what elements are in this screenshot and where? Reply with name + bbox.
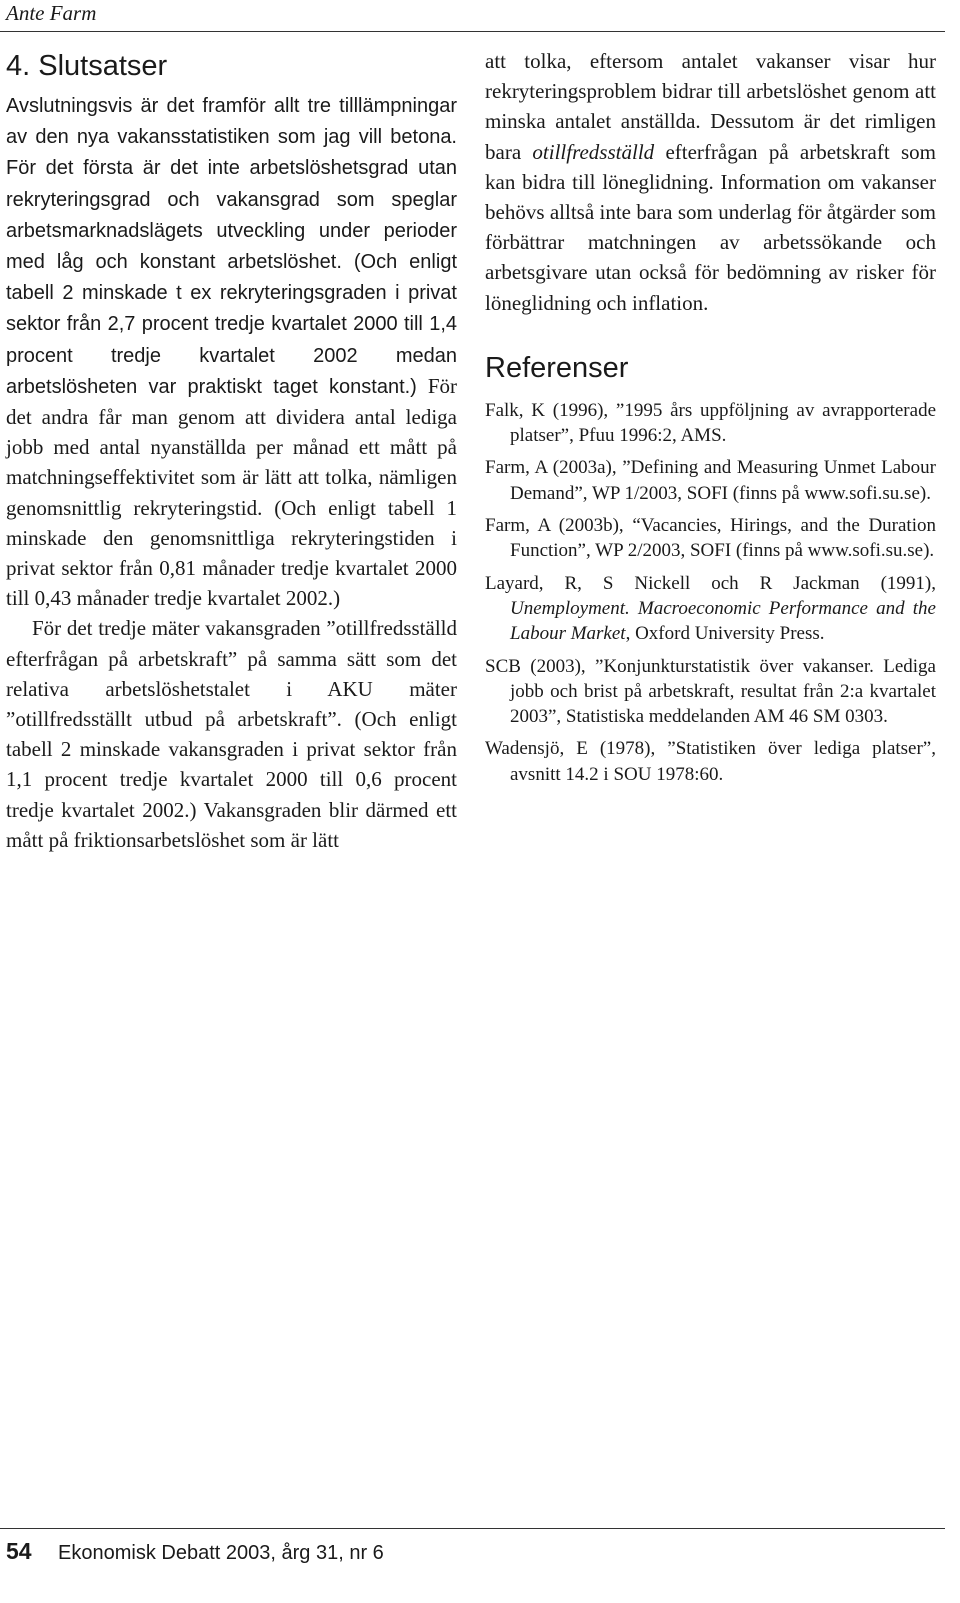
paragraph-sans-part: Avslutningsvis är det framför allt tre tilllämpningar av den nya vakansstatistiken som jag vill betona. För det första är det inte arbetslöshetsgrad utan rekryteringsgrad och vakansgrad som speglar arbetsmarknadslägets utveckling under perioder med låg och konstant arbetslöshet. (Och enligt tabell 2 minskade t ex rekryteringsgraden i privat sektor från 2,7 procent tredje kvartalet 2000 till 1,4 procent tredje kvartalet 2002 medan arbetslösheten var praktiskt taget konstant.) <box>6 95 457 398</box>
reference-item: Farm, A (2003b), “Vacancies, Hirings, and the Duration Function”, WP 2/2003, SOFI (finns på www.sofi.su.se). <box>485 515 936 562</box>
reference-item: Wadensjö, E (1978), ”Statistiken över lediga platser”, avsnitt 14.2 i SOU 1978:60. <box>485 738 936 785</box>
reference-item: SCB (2003), ”Konjunkturstatistik över vakanser. Lediga jobb och brist på arbetskraft, resultat från 2:a kvartalet 2003”, Statistiska meddelanden AM 46 SM 0303. <box>485 655 936 728</box>
reference-item: Farm, A (2003a), ”Defining and Measuring Unmet Labour Demand”, WP 1/2003, SOFI (finns på www.sofi.su.se). <box>485 457 936 504</box>
running-head: Ante Farm <box>6 1 97 25</box>
page-number: 54 <box>6 1538 32 1564</box>
page-footer <box>6 1538 384 1565</box>
reference-list <box>485 398 936 787</box>
emphasis-run: otillfredsställd <box>532 139 655 164</box>
header-rule <box>0 31 945 32</box>
references-title: Referenser <box>485 351 629 384</box>
text-run: att tolka, eftersom antalet vakanser visar hur rekryteringsproblem bidrar till arbetslöshet genom att minska antalet anställda. Dessutom är det rimligen bara <box>485 49 936 164</box>
reference-item: Falk, K (1996), ”1995 års uppföljning av avrapporterade platser”, Pfuu 1996:2, AMS. <box>485 399 936 447</box>
section-title: 4. Slutsatser <box>6 50 168 82</box>
paragraph-conclusions-1 <box>6 90 457 613</box>
footer-rule <box>0 1528 945 1529</box>
right-column <box>485 46 936 794</box>
journal-citation: Ekonomisk Debatt 2003, årg 31, nr 6 <box>58 1542 384 1564</box>
left-column <box>6 46 457 855</box>
paragraph-conclusions-2: För det tredje mäter vakansgraden ”otillfredsställd efterfrågan på arbetskraft” på samma sätt som det relativa arbetslöshetstalet i AKU mäter ”otillfredsställt utbud på arbetskraft”. (Och enligt tabell 2 minskade vakansgraden i privat sektor från 1,1 procent tredje kvartalet 2000 till 0,6 procent tredje kvartalet 2002.) Vakansgraden blir därmed ett mått på friktionsarbetslöshet som är lätt <box>6 616 457 852</box>
reference-item: Layard, R, S Nickell och R Jackman (1991), Unemployment. Macroeconomic Performance and the Labour Market, Oxford University Press. <box>485 572 936 645</box>
paragraph-conclusions-2-continued <box>485 46 936 318</box>
paragraph-serif-part: För det andra får man genom att dividera antal lediga jobb med antal nyanställda per månad ett mått på matchningseffektivitet som är lätt att tolka, nämligen genomsnittlig rekryteringstid. (Och enligt tabell 1 minskade den genomsnittliga rekryteringstiden i privat sektor från 0,81 månader tredje kvartalet 2000 till 0,43 månader tredje kvartalet 2002.) <box>6 373 457 611</box>
text-run: efterfrågan på arbetskraft som kan bidra till löneglidning. Information om vakanser behövs alltså inte bara som underlag för åtgärder som förbättrar matchningen av arbetssökande och arbetsgivare utan också för bedömning av risker för löneglidning och inflation. <box>485 139 936 315</box>
